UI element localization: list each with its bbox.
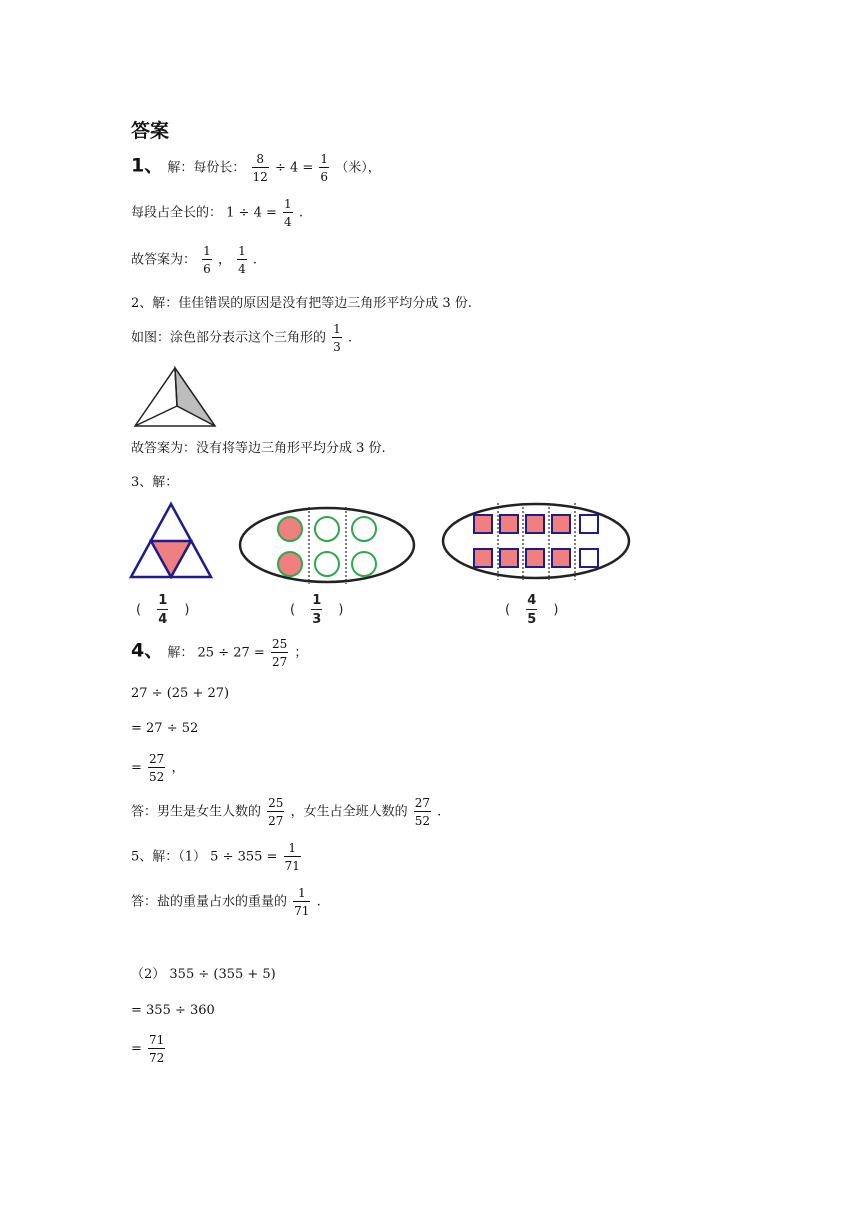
q5-line4: = $\frac{71}{72}$ <box>131 1033 165 1065</box>
q1-line1: 1、 解：每份长： $\frac{8}{12}$ ÷ 4 = $\frac{1}{6}$ （米）， <box>131 152 381 184</box>
fraction: $\frac{1}{71}$ <box>294 886 310 918</box>
q4-line2: 27 ÷ (25 + 27) <box>131 686 230 701</box>
q4-line1: 4、 解： 25 ÷ 27 = $\frac{25}{27}$ ； <box>131 637 308 669</box>
fraction: $\frac{25}{27}$ <box>271 637 288 669</box>
q1-line2: 每段占全长的： 1 ÷ 4 = $\frac{1}{4}$ . <box>131 197 303 229</box>
q3-line1: 3、解： <box>131 475 179 490</box>
squares-ellipse-figure <box>441 501 631 581</box>
fraction: $\frac{1}{4}$ <box>238 244 246 276</box>
caption-3: ( $\frac{4}{5}$ ) <box>505 593 559 627</box>
fraction: $\frac{1}{71}$ <box>284 841 300 873</box>
q2-line2: 如图：涂色部分表示这个三角形的 $\frac{1}{3}$ . <box>131 322 353 354</box>
q4-line3: = 27 ÷ 52 <box>131 721 199 736</box>
fraction: $\frac{8}{12}$ <box>252 152 268 184</box>
fraction: $\frac{1}{4}$ <box>284 197 292 229</box>
fraction: $\frac{1}{6}$ <box>320 152 329 184</box>
page-title: 答案 <box>131 120 170 142</box>
q2-line1: 2、解：佳佳错误的原因是没有把等边三角形平均分成 3 份. <box>131 296 472 311</box>
q5-line2: （2） 355 ÷ (355 + 5) <box>131 967 276 982</box>
fraction: $\frac{27}{52}$ <box>149 752 165 784</box>
circles-ellipse-figure <box>238 505 416 585</box>
fraction: $\frac{25}{27}$ <box>268 796 284 828</box>
caption-1: ( $\frac{1}{4}$ ) <box>136 593 190 627</box>
fraction: $\frac{71}{72}$ <box>149 1033 165 1065</box>
q2-line3: 故答案为：没有将等边三角形平均分成 3 份. <box>131 441 386 456</box>
q5-line3: = 355 ÷ 360 <box>131 1003 215 1018</box>
fraction: $\frac{1}{6}$ <box>203 244 211 276</box>
q4-answer: 答：男生是女生人数的 $\frac{25}{27}$ ，女生占全班人数的 $\frac{27}{52}$ . <box>131 796 442 828</box>
triangle-shaded-figure <box>133 366 217 428</box>
q5-answer: 答：盐的重量占水的重量的 $\frac{1}{71}$ . <box>131 886 321 918</box>
q5-line1: 5、解：（1） 5 ÷ 355 = $\frac{1}{71}$ <box>131 841 300 873</box>
caption-2: ( $\frac{1}{3}$ ) <box>290 593 344 627</box>
triangle-quarter-figure <box>129 501 213 579</box>
q4-line4: = $\frac{27}{52}$ ， <box>131 752 185 784</box>
fraction: $\frac{1}{3}$ <box>333 322 341 354</box>
q1-line3: 故答案为： $\frac{1}{6}$ ， $\frac{1}{4}$ . <box>131 244 258 276</box>
fraction: $\frac{27}{52}$ <box>414 796 431 828</box>
